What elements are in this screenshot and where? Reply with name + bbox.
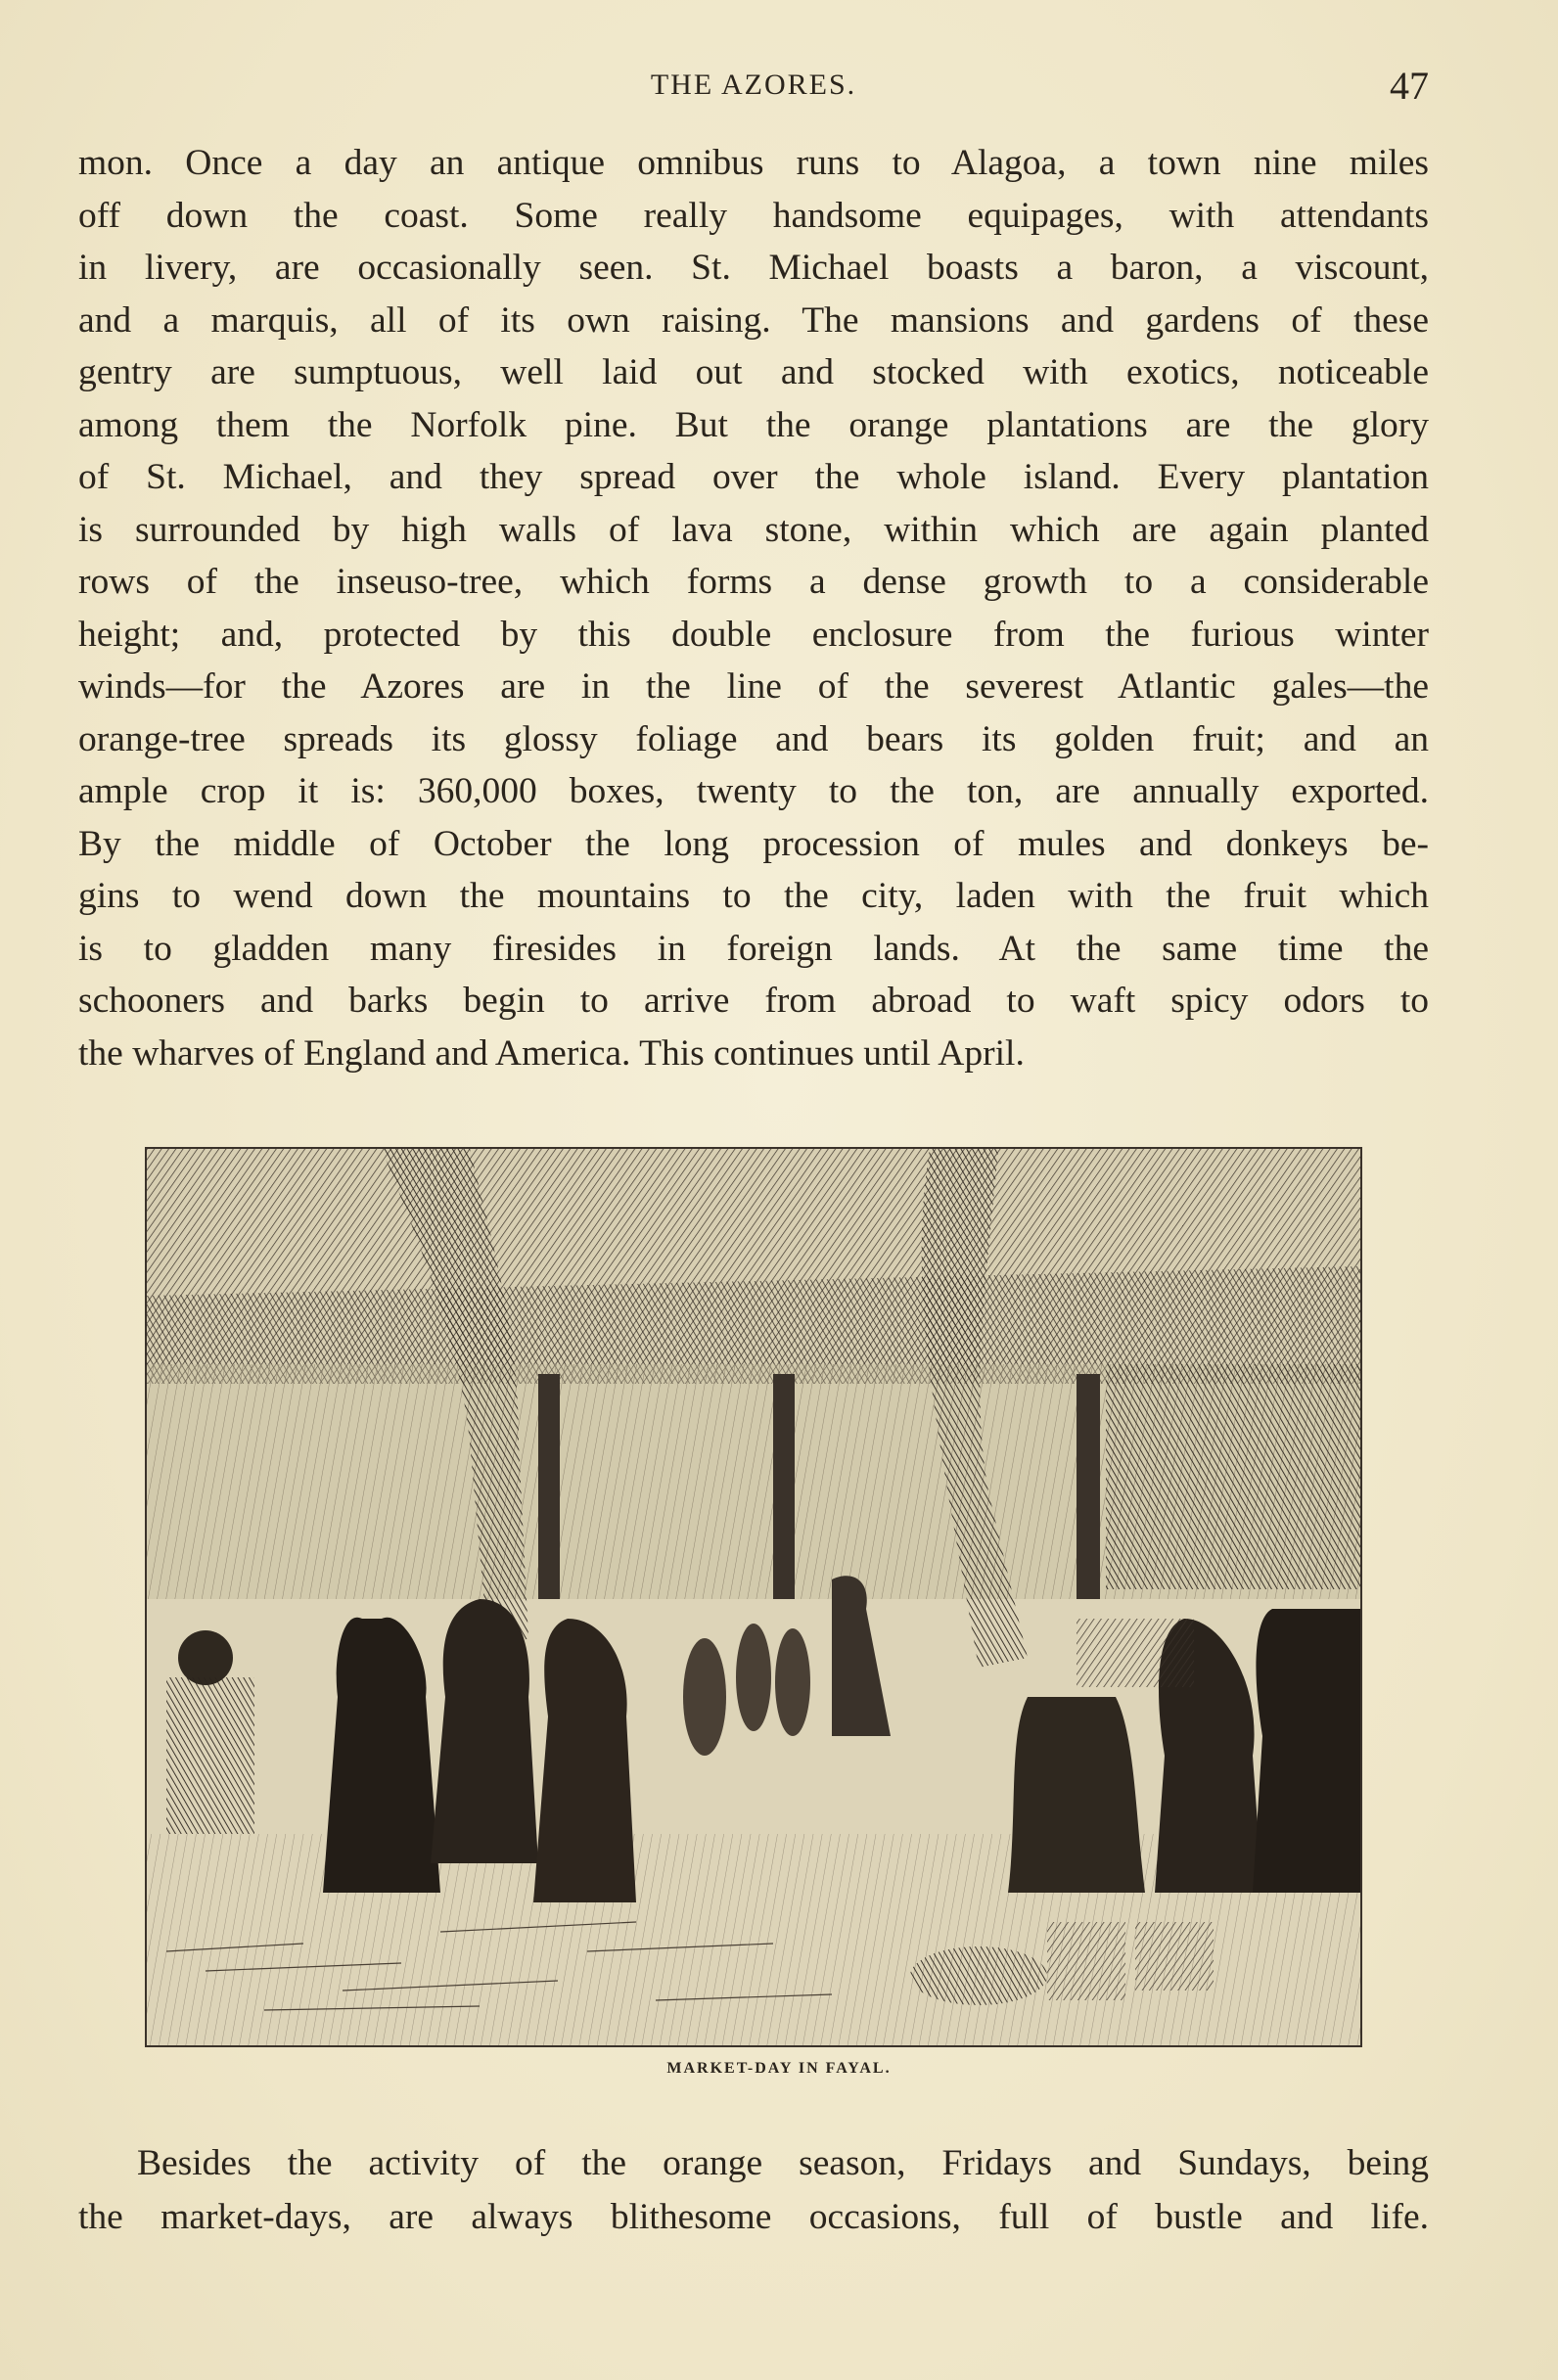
text-line: the market-days, are always blithesome occasions, full of bustle and life. [78, 2197, 1429, 2237]
shaded-wall [1106, 1364, 1360, 1589]
basket [1135, 1922, 1214, 1991]
text-line: among them the Norfolk pine. But the orange plantations are the glory [78, 404, 1429, 445]
text-line: mon. Once a day an antique omnibus runs to Alagoa, a town nine miles [78, 143, 1429, 183]
seated-vendors [166, 1677, 254, 1834]
column [773, 1374, 795, 1599]
text-line: gins to wend down the mountains to the city, laden with the fruit which [78, 876, 1429, 916]
body-paragraph [78, 137, 1429, 1079]
basket [1047, 1922, 1125, 2000]
text-line: ample crop it is: 360,000 boxes, twenty to the ton, are annually exported. [78, 771, 1429, 811]
basket [910, 1946, 1047, 2005]
text-line: winds—for the Azores are in the line of the severest Atlantic gales—the [78, 666, 1429, 707]
market-scene-engraving [147, 1149, 1360, 2045]
vendor-figure [178, 1630, 233, 1685]
text-line: the wharves of England and America. This continues until April. [78, 1032, 1025, 1074]
running-header [78, 63, 1429, 112]
distant-figure [683, 1638, 726, 1756]
engraving-illustration [145, 1147, 1362, 2047]
text-line: orange-tree spreads its glossy foliage and bears its golden fruit; and an [78, 718, 1429, 759]
text-line: Besides the activity of the orange season, Fridays and Sundays, being [137, 2143, 1429, 2183]
text-line: gentry are sumptuous, well laid out and stocked with exotics, noticeable [78, 352, 1429, 392]
column [538, 1374, 560, 1599]
text-line: height; and, protected by this double enclosure from the furious winter [78, 614, 1429, 655]
cloaked-woman-right [1253, 1609, 1360, 1893]
text-line: and a marquis, all of its own raising. The mansions and gardens of these [78, 299, 1429, 341]
stone-well [1077, 1619, 1194, 1687]
text-line: By the middle of October the long procession of mules and donkeys be- [78, 823, 1429, 864]
hooded-figure [431, 1599, 538, 1863]
distant-figure [736, 1624, 771, 1731]
text-line: of St. Michael, and they spread over the whole island. Every plantation [78, 457, 1429, 497]
text-line: rows of the inseuso-tree, which forms a dense growth to a considerable [78, 562, 1429, 602]
distant-figure [775, 1628, 810, 1736]
figure-caption: MARKET-DAY IN FAYAL. [666, 2060, 892, 2077]
text-line: is surrounded by high walls of lava stone, within which are again planted [78, 509, 1429, 550]
text-line: in livery, are occasionally seen. St. Michael boasts a baron, a viscount, [78, 248, 1429, 288]
seated-women [1008, 1697, 1145, 1893]
text-line: off down the coast. Some really handsome equipages, with attendants [78, 195, 1429, 236]
running-title: THE AZORES. [650, 69, 857, 101]
text-line: schooners and barks begin to arrive from abroad to waft spicy odors to [78, 981, 1429, 1021]
text-line: is to gladden many firesides in foreign lands. At the same time the [78, 928, 1429, 969]
page-number: 47 [1390, 64, 1429, 108]
closing-paragraph [78, 2136, 1429, 2244]
column [1077, 1374, 1100, 1609]
